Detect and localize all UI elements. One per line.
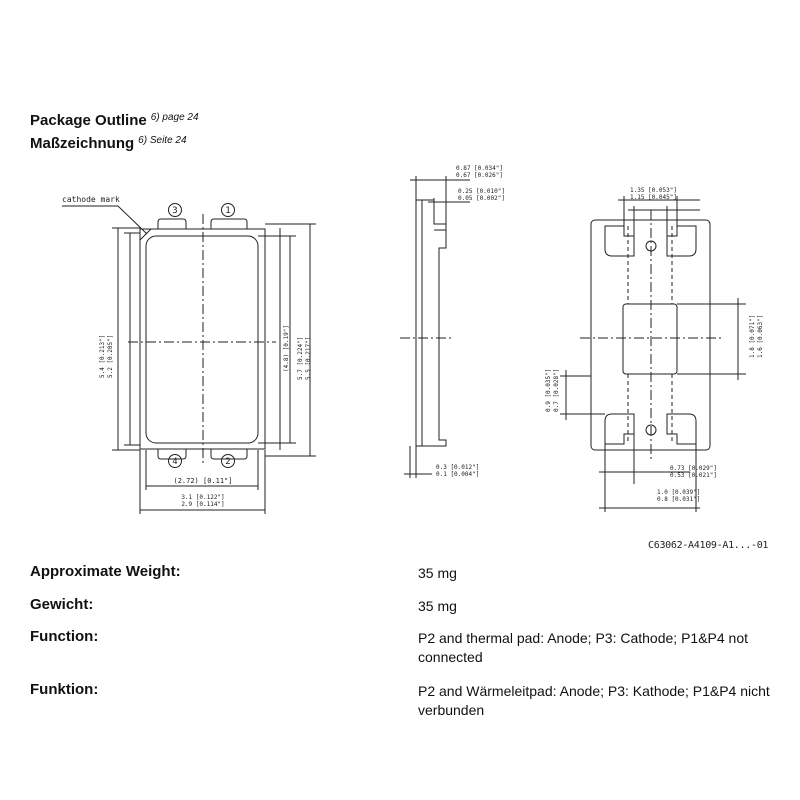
funktion-value: P2 and Wärmeleitpad: Anode; P3: Kathode; P1&P4 nicht verbunden <box>418 683 770 718</box>
dim-width-inner: (2.72) [0.11"] <box>173 477 233 485</box>
side-view <box>400 176 470 478</box>
gewicht-value: 35 mg <box>418 598 457 614</box>
pad-3 <box>158 219 186 229</box>
pin-3-label: 3 <box>172 206 178 216</box>
side-view-outline <box>416 200 446 446</box>
dim-height-mid-b: 5.5 [0.217"] <box>305 336 312 380</box>
dim-height-inner: (4.8) [0.19"] <box>283 325 290 372</box>
thermal-pad <box>623 304 677 374</box>
dim-bottom-top-a: 1.35 [0.053"] <box>630 187 677 194</box>
weight-value: 35 mg <box>418 565 457 581</box>
dim-side-top-a: 0.87 [0.034"] <box>456 165 503 172</box>
function-label: Function: <box>30 628 99 645</box>
dim-bottom-right-a: 1.8 [0.071"] <box>749 314 756 358</box>
dim-width-outer-a: 3.1 [0.122"] <box>181 494 225 501</box>
cathode-mark-label: cathode mark <box>62 195 120 204</box>
dim-side-bottom-b: 0.1 [0.004"] <box>436 471 480 478</box>
title-english: Package Outline <box>30 112 147 129</box>
pad-1 <box>211 219 247 229</box>
drawing-code: C63062-A4109-A1...-01 <box>648 540 769 551</box>
dim-side-top-b: 0.67 [0.026"] <box>456 172 503 179</box>
pin-1-label: 1 <box>225 206 231 216</box>
top-view-lens <box>146 236 258 443</box>
dim-width-outer-b: 2.9 [0.114"] <box>181 501 225 508</box>
pin-4-label: 4 <box>172 457 178 467</box>
dim-side-top2-b: 0.05 [0.002"] <box>458 195 505 202</box>
pin-2-label: 2 <box>225 457 231 467</box>
dim-side-bottom-a: 0.3 [0.012"] <box>436 464 480 471</box>
dim-bottom-b1-a: 0.73 [0.029"] <box>670 465 717 472</box>
dim-bottom-left-a: 0.9 [0.035"] <box>545 368 552 412</box>
bottom-view <box>560 196 746 512</box>
dim-bottom-left-b: 0.7 [0.028"] <box>553 368 560 412</box>
dim-height-outer-a: 5.4 [0.213"] <box>99 334 106 378</box>
page-reference: 6) page 24 <box>150 112 199 123</box>
function-value: P2 and thermal pad: Anode; P3: Cathode; P1&P4 not connected <box>418 630 749 665</box>
dim-height-outer-b: 5.2 [0.205"] <box>107 334 114 378</box>
dim-bottom-b1-b: 0.53 [0.021"] <box>670 472 717 479</box>
dim-height-mid-a: 5.7 [0.224"] <box>297 336 304 380</box>
dim-bottom-top-b: 1.15 [0.045"] <box>630 194 677 201</box>
dim-bottom-b2-a: 1.0 [0.039"] <box>657 489 701 496</box>
seite-reference: 6) Seite 24 <box>138 135 187 146</box>
gewicht-label: Gewicht: <box>30 596 94 613</box>
dim-bottom-right-b: 1.6 [0.063"] <box>757 314 764 358</box>
weight-label: Approximate Weight: <box>30 563 181 580</box>
dim-bottom-b2-b: 0.8 [0.031"] <box>657 496 701 503</box>
title-german: Maßzeichnung <box>30 135 135 152</box>
funktion-label: Funktion: <box>30 681 99 698</box>
dim-side-top2-a: 0.25 [0.010"] <box>458 188 505 195</box>
